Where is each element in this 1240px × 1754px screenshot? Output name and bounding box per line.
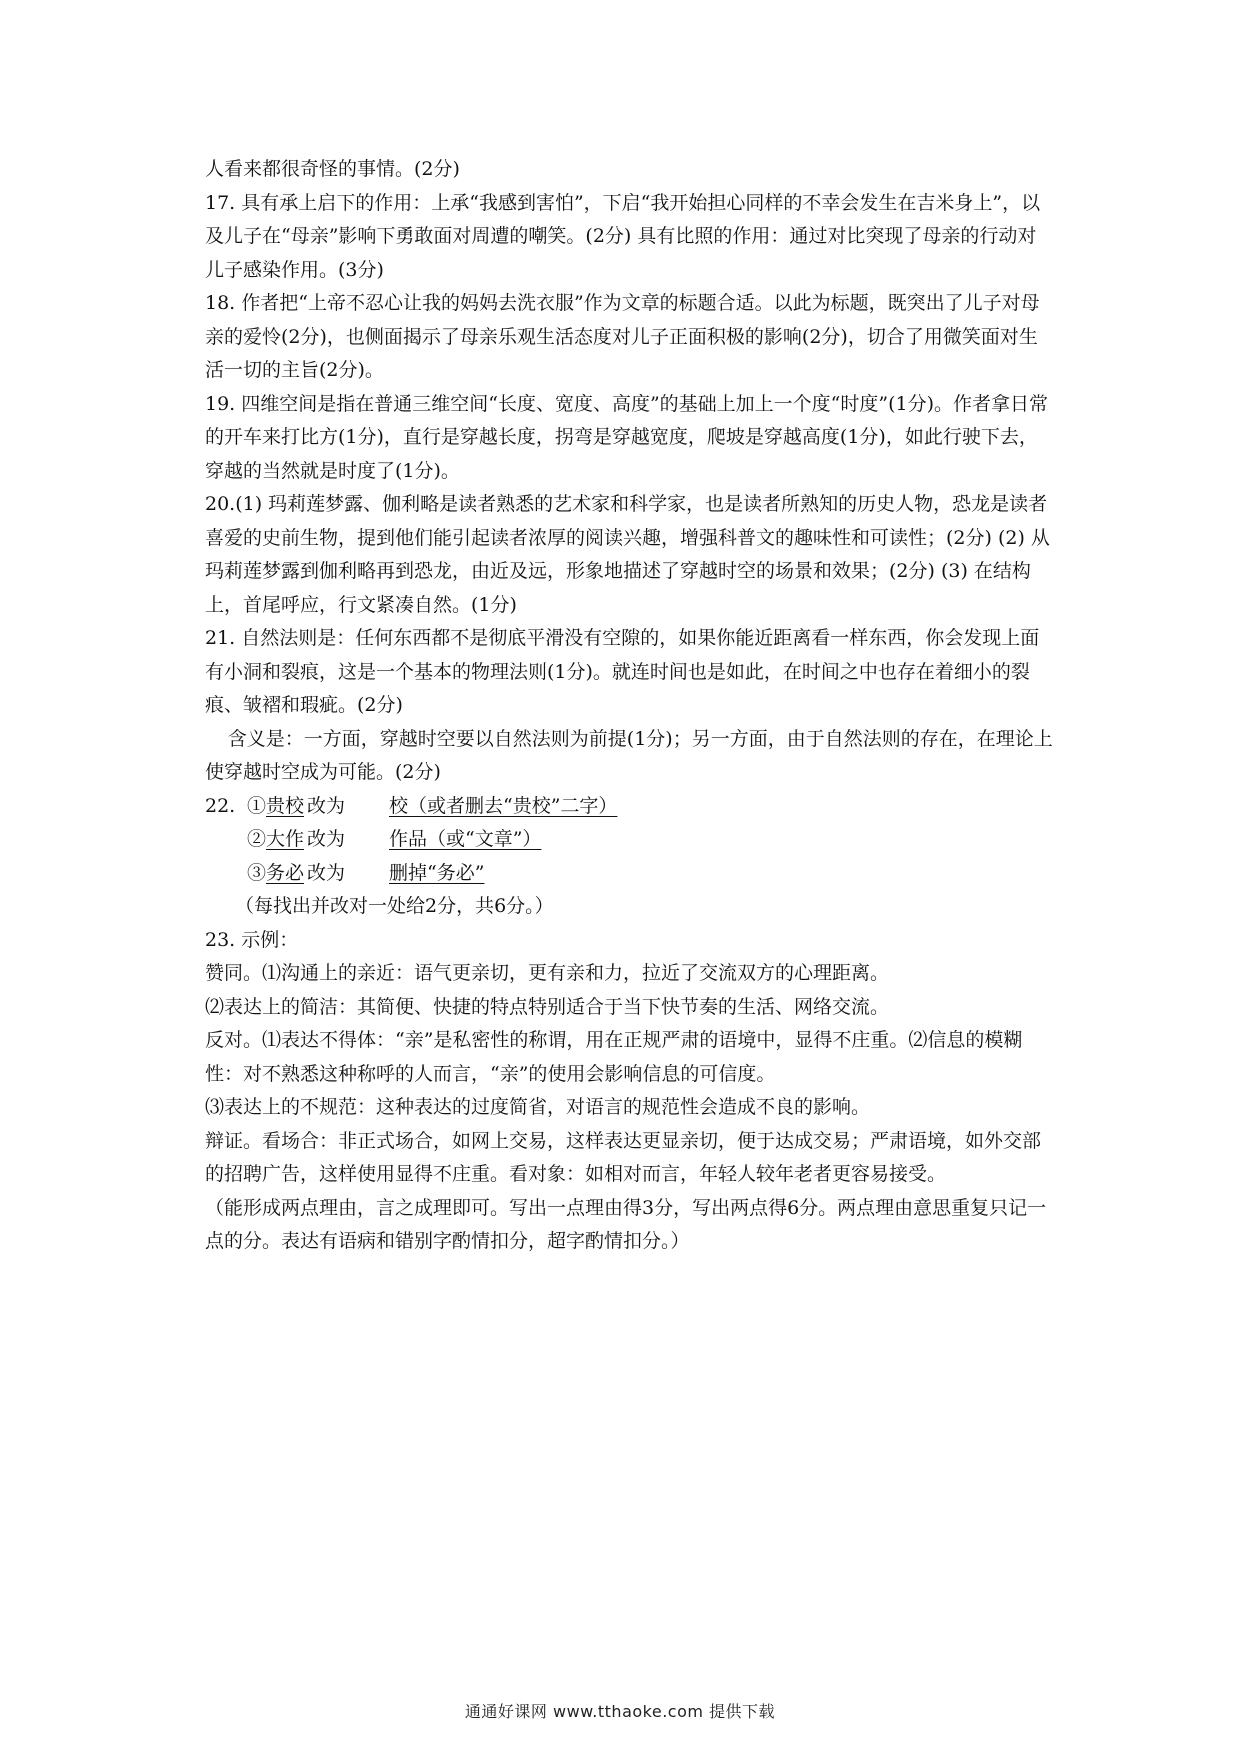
answer-23-agree-2: ⑵表达上的简洁：其简便、快捷的特点特别适合于当下快节奏的生活、网络交流。 [205,995,890,1018]
correction-word [247,857,307,891]
answer-key-body [205,153,1055,1259]
correction-verb: 改为 [307,828,346,850]
answer-21-meaning: 含义是：一方面，穿越时空要以自然法则为前提(1分)；另一方面，由于自然法则的存在，在理论上使穿越时空成为可能。(2分) [205,727,1053,783]
answer-18: 18. 作者把“上帝不忍心让我的妈妈去洗衣服”作为文章的标题合适。以此为标题，既突出了儿子对母亲的爱怜(2分)，也侧面揭示了母亲乐观生活态度对儿子正面积极的影响(2分)，切合了用微笑面对生活一切的主旨(2分)。 [205,292,1040,381]
answer-23-oppose-2: ⑶表达上的不规范：这种表达的过度简省，对语言的规范性会造成不良的影响。 [205,1096,871,1118]
answer-22-number: 22. [205,794,236,817]
correction-mark: ③ [247,861,267,884]
answer-22 [205,790,1055,924]
correction-target: 删掉“务必” [389,861,485,884]
correction-wrong-word: 贵校 [266,794,305,817]
answer-20: 20.(1) 玛莉莲梦露、伽利略是读者熟悉的艺术家和科学家，也是读者所熟知的历史人物，恐龙是读者喜爱的史前生物，提到他们能引起读者浓厚的阅读兴趣，增强科普文的趣味性和可读性；(2分) (2) 从玛莉莲梦露到伽利略再到恐龙，由近及远，形象地描述了穿越时空的场景和效果；(2分) (3) 在结构上，首尾呼应，行文紧凑自然。(1分) [205,493,1050,616]
answer-19: 19. 四维空间是指在普通三维空间“长度、宽度、高度”的基础上加上一个度“时度”(1分)。作者拿日常的开车来打比方(1分)，直行是穿越长度，拐弯是穿越宽度，爬坡是穿越高度(1分)，如此行驶下去，穿越的当然就是时度了(1分)。 [205,392,1049,482]
answer-23-scoring-note: （能形成两点理由，言之成理即可。写出一点理由得3分，写出两点得6分。两点理由意思重复只记一点的分。表达有语病和错别字酌情扣分，超字酌情扣分。） [205,1196,1047,1252]
answer-23-agree-1: 赞同。⑴沟通上的亲近：语气更亲切，更有亲和力，拉近了交流双方的心理距离。 [205,962,890,984]
answer-22-scoring-note: （每找出并改对一处给2分，共6分。） [235,895,554,917]
correction-mark: ① [247,794,267,817]
correction-row-1 [205,790,1055,824]
answer-23-heading: 23. 示例： [205,928,299,951]
correction-row-3 [205,857,1055,891]
correction-target: 作品（或“文章”） [389,828,542,850]
correction-target: 校（或者删去“贵校”二字） [389,794,618,817]
footer-credit: 通通好课网 www.tthaoke.com 提供下载 [464,1702,776,1721]
correction-row-2 [205,823,1055,857]
correction-word [247,823,307,857]
correction-verb: 改为 [307,861,346,884]
answer-23-dialectic: 辩证。看场合：非正式场合，如网上交易，这样表达更显亲切，便于达成交易；严肃语境，如外交部的招聘广告，这样使用显得不庄重。看对象：如相对而言，年轻人较年老者更容易接受。 [205,1129,1042,1185]
answer-16-tail: 人看来都很奇怪的事情。(2分) [205,158,460,180]
answer-17: 17. 具有承上启下的作用：上承“我感到害怕”，下启“我开始担心同样的不幸会发生在吉米身上”，以及儿子在“母亲”影响下勇敢面对周遭的嘲笑。(2分) 具有比照的作用：通过对比突现了母亲的行动对儿子感染作用。(3分) [205,191,1041,281]
correction-wrong-word: 大作 [266,828,305,850]
correction-verb: 改为 [307,794,346,817]
correction-mark: ② [247,828,267,850]
answer-21-law: 21. 自然法则是：任何东西都不是彻底平滑没有空隙的，如果你能近距离看一样东西，你会发现上面有小洞和裂痕，这是一个基本的物理法则(1分)。就连时间也是如此，在时间之中也存在着细小的裂痕、皱褶和瑕疵。(2分) [205,627,1040,716]
correction-word [247,790,307,824]
correction-wrong-word: 务必 [266,861,305,884]
answer-23-oppose-1: 反对。⑴表达不得体：“亲”是私密性的称谓，用在正规严肃的语境中，显得不庄重。⑵信息的模糊性：对不熟悉这种称呼的人而言，“亲”的使用会影响信息的可信度。 [205,1029,1023,1085]
